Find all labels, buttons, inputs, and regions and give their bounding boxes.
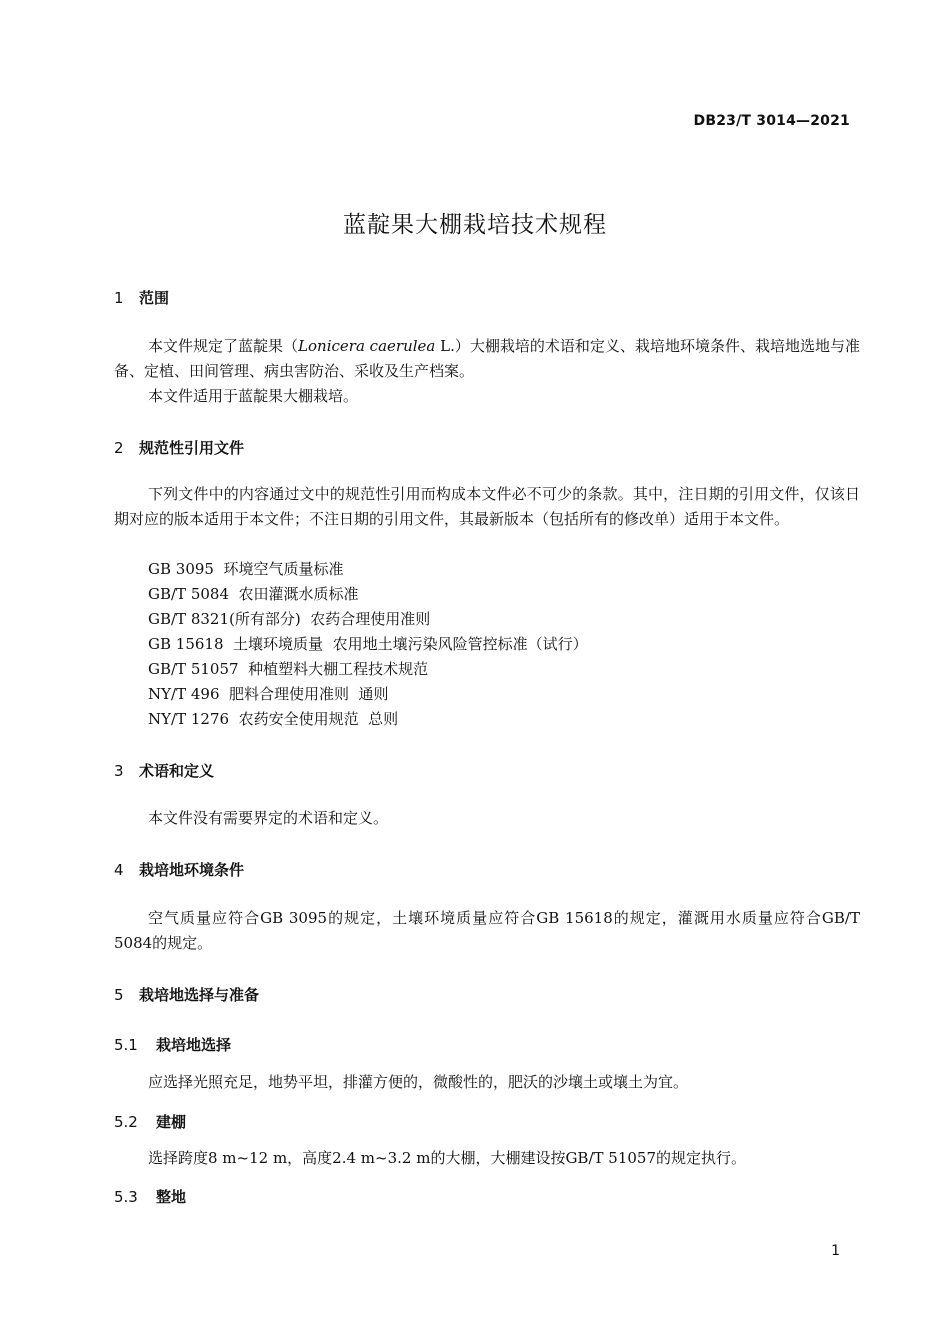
section-number: 2 — [114, 439, 124, 457]
section-number: 1 — [114, 289, 124, 307]
section-4-paragraph-1: 空气质量应符合GB 3095的规定，土壤环境质量应符合GB 15618的规定，灌溉用水质量应符合GB/T 5084的规定。 — [114, 909, 860, 952]
section-title: 建棚 — [156, 1113, 187, 1131]
reference-item: GB/T 8321(所有部分) 农药合理使用准则 — [148, 610, 431, 628]
section-title: 范围 — [139, 289, 170, 307]
reference-item: NY/T 496 肥料合理使用准则 通则 — [148, 685, 389, 703]
reference-item: GB/T 5084 农田灌溉水质标准 — [148, 585, 359, 603]
section-5-1-paragraph-1: 应选择光照充足，地势平坦，排灌方便的，微酸性的，肥沃的沙壤土或壤土为宜。 — [148, 1073, 689, 1091]
section-1-paragraph-1 — [114, 334, 860, 384]
document-code: DB23/T 3014—2021 — [693, 113, 850, 129]
page-number: 1 — [831, 1243, 840, 1259]
section-2-heading — [114, 437, 244, 458]
text-run: 本文件规定了蓝靛果（ — [148, 337, 299, 355]
section-5-heading — [114, 984, 259, 1005]
document-title: 蓝靛果大棚栽培技术规程 — [343, 212, 607, 238]
normative-reference-list — [148, 557, 588, 732]
section-5-1-heading — [114, 1034, 231, 1055]
section-title: 规范性引用文件 — [139, 439, 245, 457]
section-title: 术语和定义 — [139, 762, 215, 780]
text-run: L.）大棚栽培的术语和定义、栽培地环境条件、栽培地选地与准备、定植、田间管理、病虫害防治、采收及生产档案。 — [114, 337, 861, 380]
reference-item: NY/T 1276 农药安全使用规范 总则 — [148, 710, 399, 728]
section-number: 5.1 — [114, 1036, 138, 1054]
latin-name: Lonicera caerulea — [298, 337, 436, 355]
section-number: 5.3 — [114, 1188, 138, 1206]
section-5-2-heading — [114, 1111, 186, 1132]
section-number: 4 — [114, 861, 124, 879]
section-3-heading — [114, 760, 214, 781]
section-3-paragraph-1: 本文件没有需要界定的术语和定义。 — [148, 809, 389, 827]
section-1-heading — [114, 287, 169, 308]
section-1-paragraph-2: 本文件适用于蓝靛果大棚栽培。 — [148, 387, 359, 405]
reference-item: GB 15618 土壤环境质量 农用地土壤污染风险管控标准（试行） — [148, 635, 588, 653]
section-title: 整地 — [156, 1188, 187, 1206]
reference-item: GB/T 51057 种植塑料大棚工程技术规范 — [148, 660, 429, 678]
section-number: 5.2 — [114, 1113, 138, 1131]
reference-item: GB 3095 环境空气质量标准 — [148, 560, 344, 578]
section-number: 3 — [114, 762, 124, 780]
section-title: 栽培地选择与准备 — [139, 986, 260, 1004]
section-2-paragraph-1: 下列文件中的内容通过文中的规范性引用而构成本文件必不可少的条款。其中，注日期的引用文件，仅该日期对应的版本适用于本文件；不注日期的引用文件，其最新版本（包括所有的修改单）适用于本文件。 — [114, 485, 860, 528]
section-title: 栽培地环境条件 — [139, 861, 245, 879]
section-4-heading — [114, 859, 244, 880]
section-number: 5 — [114, 986, 124, 1004]
section-title: 栽培地选择 — [156, 1036, 232, 1054]
section-5-2-paragraph-1: 选择跨度8 m~12 m，高度2.4 m~3.2 m的大棚，大棚建设按GB/T 51057的规定执行。 — [148, 1149, 746, 1167]
section-5-3-heading — [114, 1186, 186, 1207]
